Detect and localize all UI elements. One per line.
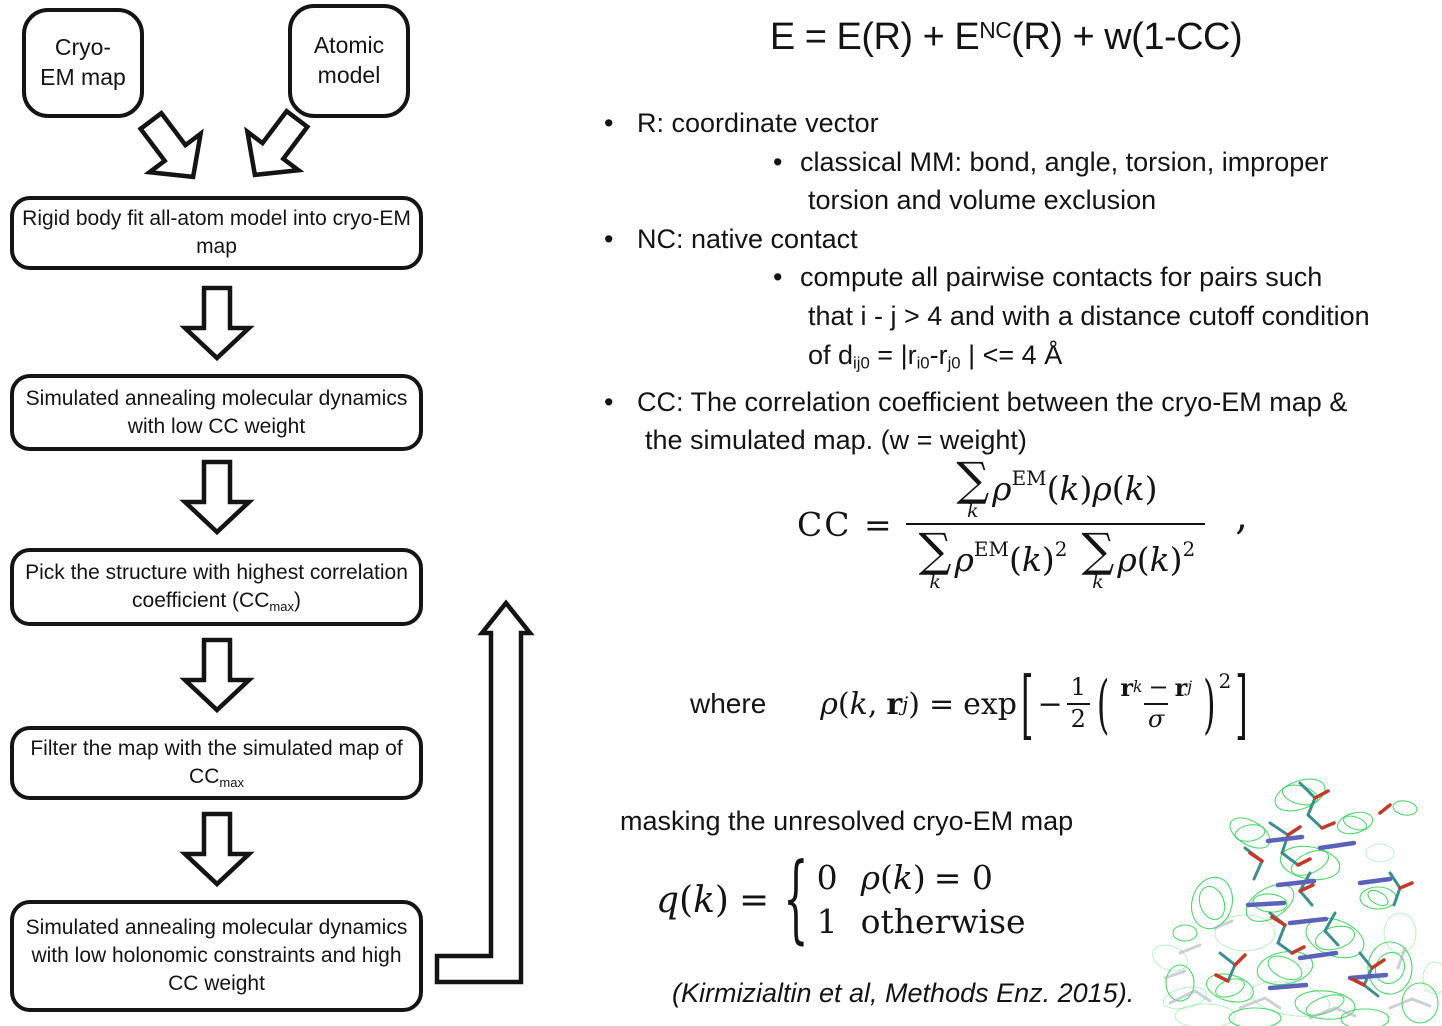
brace-icon: { bbox=[783, 844, 809, 956]
left-paren-icon: ( bbox=[1096, 666, 1110, 742]
fraction-numerator bbox=[1116, 674, 1196, 703]
model-backbone-sticks bbox=[1220, 783, 1400, 996]
math-token: EM bbox=[973, 536, 1009, 561]
cc-numerator bbox=[906, 452, 1206, 523]
flowchart-box-rigid-fit bbox=[10, 196, 423, 270]
math-token: ρ bbox=[954, 540, 974, 579]
bullet-icon: • bbox=[604, 223, 614, 254]
flowchart-box-cryo-em-map bbox=[22, 8, 144, 118]
arrow-down-4-icon bbox=[185, 814, 249, 884]
math-token: k bbox=[849, 686, 868, 722]
math-token: ) bbox=[908, 686, 920, 722]
box-text-part: Filter the map with the simulated map of CC bbox=[30, 737, 403, 788]
masking-label: masking the unresolved cryo-EM map bbox=[620, 806, 1074, 836]
math-token: ( bbox=[1111, 469, 1125, 508]
q-case-2 bbox=[817, 900, 1026, 944]
math-token: ρ bbox=[1092, 469, 1112, 508]
bullet-text: NC: native contact bbox=[637, 223, 858, 254]
text-part: of d bbox=[808, 339, 854, 370]
math-token: ( bbox=[1136, 540, 1150, 579]
sum-icon bbox=[918, 523, 952, 593]
math-token: k bbox=[966, 500, 979, 522]
math-token: 2 bbox=[1182, 536, 1196, 561]
math-token: 2 bbox=[1218, 669, 1232, 693]
flowchart-box-filter-map bbox=[10, 726, 423, 800]
math-token: k bbox=[1149, 540, 1170, 579]
subscript-max: max bbox=[219, 774, 244, 790]
math-token: ) bbox=[714, 879, 729, 921]
math-token: − bbox=[1037, 686, 1063, 722]
math-token: q bbox=[656, 879, 680, 921]
math-token: ρ bbox=[1117, 540, 1137, 579]
citation: (Kirmizialtin et al, Methods Enz. 2015). bbox=[672, 978, 1135, 1008]
box-text: Simulated annealing molecular dynamics with low CC weight bbox=[25, 386, 408, 438]
arrow-down-3-icon bbox=[185, 640, 249, 710]
subscript: j0 bbox=[947, 353, 961, 373]
math-token: 0 bbox=[816, 858, 838, 898]
bullet-text bbox=[808, 336, 1062, 383]
sum-icon bbox=[1081, 523, 1115, 593]
math-token: k bbox=[929, 571, 941, 593]
arrow-down-1-icon bbox=[185, 288, 249, 358]
equation-part: E = E(R) + E bbox=[769, 16, 980, 58]
math-token: r bbox=[886, 686, 903, 722]
math-token: 1 bbox=[1070, 673, 1086, 702]
bullet-text: compute all pairwise contacts for pairs such bbox=[800, 262, 1323, 293]
box-text bbox=[22, 735, 411, 791]
math-token: k bbox=[693, 879, 715, 921]
cc-fraction bbox=[906, 452, 1206, 593]
bullet-text: torsion and volume exclusion bbox=[808, 185, 1157, 216]
math-token: otherwise bbox=[860, 902, 1026, 941]
bullet-icon: • bbox=[773, 262, 783, 293]
math-token: 2 bbox=[1054, 536, 1068, 561]
math-token: k bbox=[1133, 678, 1143, 697]
math-token: − bbox=[1148, 673, 1169, 702]
where-label: where bbox=[690, 688, 767, 719]
math-token: EM bbox=[1011, 465, 1047, 490]
box-text bbox=[22, 559, 411, 615]
math-token: = bbox=[928, 686, 955, 722]
bullet-nc-native-contact bbox=[596, 220, 1370, 259]
arrow-diagonal-left-icon bbox=[125, 102, 218, 196]
equation-part: (R) + w(1-CC) bbox=[1011, 16, 1243, 58]
math-token: j bbox=[902, 692, 909, 716]
math-token: = bbox=[864, 504, 894, 544]
math-token: r bbox=[1120, 673, 1134, 703]
math-token: CC bbox=[797, 504, 852, 544]
bullet-text: the simulated map. (w = weight) bbox=[645, 425, 1027, 456]
cc-denominator bbox=[906, 523, 1206, 592]
math-token: ( bbox=[1008, 540, 1022, 579]
bullet-pairwise-contacts bbox=[596, 258, 1370, 297]
math-token: k bbox=[1059, 469, 1080, 508]
math-token: ) bbox=[1144, 469, 1158, 508]
math-token: k bbox=[892, 858, 913, 898]
math-token: k bbox=[1124, 469, 1145, 508]
bullet-icon: • bbox=[773, 146, 783, 177]
math-token: 1 bbox=[816, 902, 838, 941]
bullet-text: R: coordinate vector bbox=[637, 108, 879, 138]
sum-icon bbox=[956, 452, 990, 522]
flowchart-box-pick-structure bbox=[10, 548, 423, 626]
arrow-down-2-icon bbox=[185, 462, 249, 532]
subscript: ij0 bbox=[853, 353, 870, 373]
text-part: = |r bbox=[869, 339, 917, 370]
math-token: k bbox=[1021, 540, 1042, 579]
cryo-em-density-image bbox=[1150, 753, 1442, 1026]
math-token: ∑ bbox=[956, 452, 990, 506]
flowchart-box-sa-high-cc bbox=[10, 900, 423, 1012]
q-cases bbox=[817, 856, 1026, 943]
box-line: Atomic bbox=[313, 32, 385, 59]
box-line: Cryo- bbox=[54, 34, 112, 61]
math-token: ρ bbox=[992, 469, 1012, 508]
box-line: EM map bbox=[40, 64, 126, 90]
text-part: | <= 4 Å bbox=[960, 339, 1063, 370]
math-token: ∑ bbox=[918, 523, 952, 577]
math-token: ) bbox=[1169, 540, 1183, 579]
math-token: ( bbox=[880, 858, 893, 898]
bullet-r-coordinate-vector bbox=[596, 104, 1370, 143]
right-paren-icon: ) bbox=[1203, 666, 1216, 742]
math-token: ρ bbox=[860, 858, 880, 898]
math-token: ∑ bbox=[1081, 523, 1115, 577]
math-token: ) bbox=[1041, 540, 1055, 579]
r-over-sigma-fraction bbox=[1116, 674, 1196, 733]
superscript-nc: NC bbox=[979, 17, 1012, 44]
bullet-distance-cutoff bbox=[596, 336, 1370, 383]
math-token: k bbox=[1092, 571, 1104, 593]
rho-equation-row bbox=[690, 658, 1252, 750]
box-line: model bbox=[317, 62, 381, 88]
bullet-text: CC: The correlation coefficient between the cryo-EM map & bbox=[637, 386, 1348, 417]
math-token: ) bbox=[1079, 469, 1093, 508]
math-token: , bbox=[867, 686, 878, 722]
rho-equation bbox=[820, 659, 1252, 749]
cc-equation bbox=[797, 452, 1248, 593]
math-token: ( bbox=[837, 686, 850, 722]
bullet-icon: • bbox=[604, 108, 614, 138]
math-token: j bbox=[1187, 678, 1193, 697]
flowchart-box-sa-low-cc bbox=[10, 374, 423, 451]
subscript-max: max bbox=[269, 598, 294, 614]
math-token: = bbox=[738, 879, 770, 921]
bullet-cc-definition bbox=[596, 383, 1370, 422]
comma: , bbox=[1235, 493, 1248, 539]
math-token: ( bbox=[679, 879, 694, 921]
math-token: σ bbox=[1144, 703, 1168, 734]
math-token: ρ bbox=[820, 686, 838, 722]
bullet-classical-mm bbox=[596, 143, 1370, 182]
q-case-1 bbox=[817, 856, 1026, 900]
box-text-part: ) bbox=[293, 588, 301, 612]
subscript: i0 bbox=[916, 353, 930, 373]
math-token: ( bbox=[1046, 469, 1060, 508]
arrow-loop-up-icon bbox=[437, 603, 530, 982]
q-equation bbox=[656, 844, 1026, 956]
half-fraction bbox=[1067, 674, 1090, 733]
definitions-list bbox=[596, 104, 1370, 460]
math-token: 2 bbox=[1067, 703, 1090, 734]
math-token: exp bbox=[963, 686, 1017, 722]
energy-equation-title bbox=[580, 16, 1432, 59]
bullet-classical-mm-cont bbox=[596, 181, 1370, 220]
background-sticks bbox=[1165, 921, 1430, 1018]
text-part: -r bbox=[929, 339, 948, 370]
q-lhs bbox=[656, 880, 769, 921]
box-text-part: Pick the structure with highest correlation coefficient (CC bbox=[25, 561, 408, 612]
flowchart-box-atomic-model bbox=[288, 4, 410, 118]
flowchart-arrows bbox=[0, 0, 560, 1026]
math-token: r bbox=[1174, 673, 1188, 703]
math-token: ) bbox=[912, 858, 926, 898]
bullet-text: that i - j > 4 and with a distance cutoff condition bbox=[808, 300, 1370, 331]
cc-lhs bbox=[797, 505, 894, 544]
left-bracket-icon: [ bbox=[1020, 659, 1034, 749]
box-text: Simulated annealing molecular dynamics with low holonomic constraints and high CC weight bbox=[25, 916, 408, 995]
bullet-text: classical MM: bond, angle, torsion, improper bbox=[800, 146, 1329, 177]
right-bracket-icon: ] bbox=[1235, 659, 1248, 749]
box-text: Rigid body fit all-atom model into cryo-EM map bbox=[22, 207, 411, 258]
bullet-icon: • bbox=[604, 386, 614, 417]
bullet-pairwise-contacts-cont bbox=[596, 297, 1370, 336]
math-token: = 0 bbox=[933, 858, 993, 898]
